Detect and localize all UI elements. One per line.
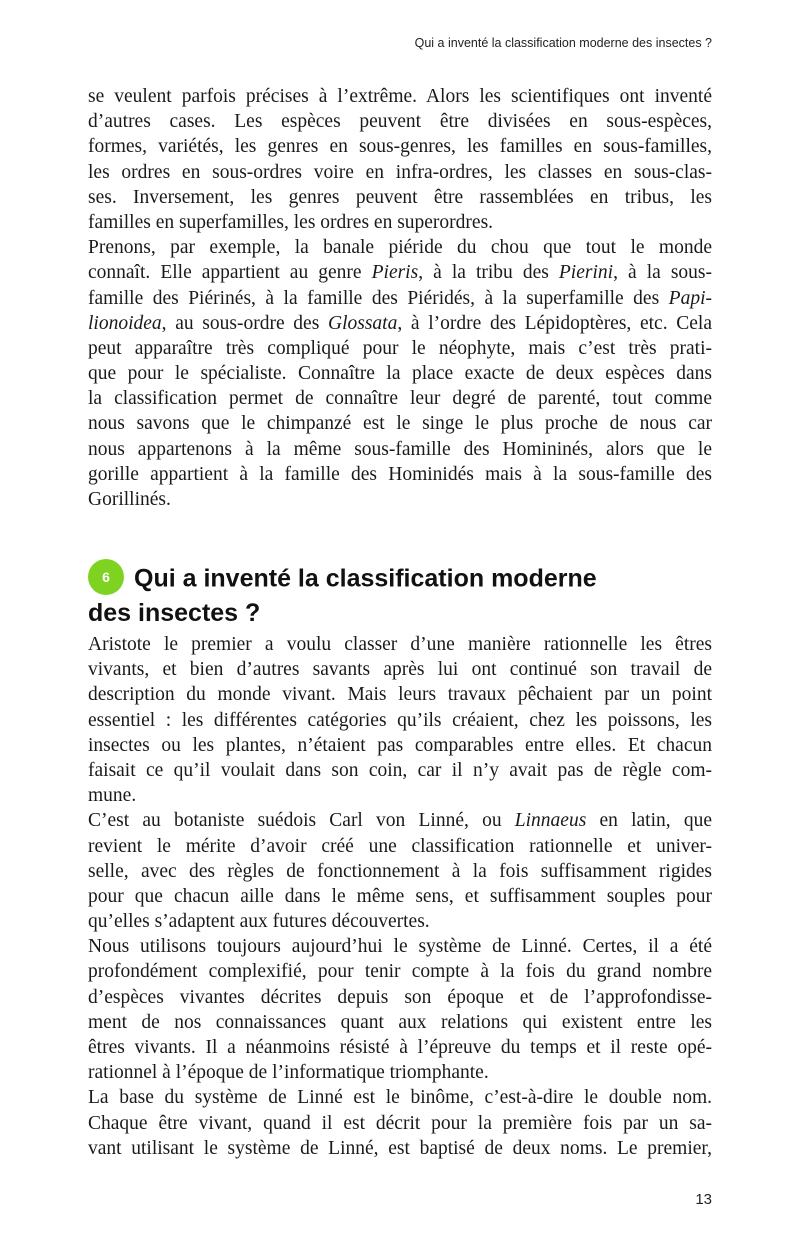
body-text-section: [88, 632, 712, 1161]
text-segment: , à l’ordre des Lépidoptères, etc. Cela: [397, 312, 712, 334]
text-segment: C’est au botaniste suédois Carl von Linné, ou: [88, 810, 515, 832]
text-line: [88, 959, 712, 984]
text-line: [88, 934, 712, 959]
text-line: [88, 884, 712, 909]
text-line: [88, 437, 712, 462]
text-line: [88, 1111, 712, 1136]
text-line: [88, 985, 712, 1010]
text-line: [88, 487, 712, 512]
text-segment: pour que chacun aille dans le même sens, et suffisamment souples pour: [88, 885, 712, 907]
section-title-line1: Qui a inventé la classification moderne: [134, 564, 597, 593]
text-line: [88, 783, 712, 808]
text-line: [88, 462, 712, 487]
text-line: [88, 682, 712, 707]
text-segment: essentiel : les différentes catégories qu’ils créaient, chez les poissons, les: [88, 709, 712, 731]
text-line: [88, 160, 712, 185]
text-segment: d’autres cases. Les espèces peuvent être divisées en sous-espèces,: [88, 111, 712, 133]
text-segment: nous savons que le chimpanzé est le singe le plus proche de nous car: [88, 413, 712, 435]
text-segment: profondément complexifié, pour tenir compte à la fois du grand nombre: [88, 961, 712, 983]
text-line: [88, 1035, 712, 1060]
text-segment: les ordres en sous-ordres voire en infra-ordres, les classes en sous-clas-: [88, 161, 712, 183]
text-line: [88, 185, 712, 210]
text-line: [88, 657, 712, 682]
text-segment: que pour le spécialiste. Connaître la place exacte de deux espèces dans: [88, 363, 712, 385]
text-line: [88, 859, 712, 884]
text-segment: la classification permet de connaître leur degré de parenté, tout comme: [88, 388, 712, 410]
text-line: [88, 361, 712, 386]
italic-term: Papi-: [668, 287, 712, 309]
text-line: [88, 210, 712, 235]
text-segment: , au sous-ordre des: [161, 312, 328, 334]
text-segment: peut apparaître très compliqué pour le néophyte, mais c’est très prati-: [88, 337, 712, 359]
text-segment: gorille appartient à la famille des Hominidés mais à la sous-famille des: [88, 463, 712, 485]
text-segment: se veulent parfois précises à l’extrême. Alors les scientifiques ont inventé: [88, 86, 712, 107]
text-segment: insectes ou les plantes, n’étaient pas comparables entre elles. Et chacun: [88, 734, 712, 756]
text-segment: en latin, que: [586, 810, 712, 832]
text-line: [88, 336, 712, 361]
text-segment: , à la tribu des: [418, 262, 559, 284]
page-number: 13: [695, 1191, 712, 1208]
text-segment: Aristote le premier a voulu classer d’une manière rationnelle les êtres: [88, 634, 712, 655]
section-heading: [88, 562, 597, 629]
text-segment: Gorillinés.: [88, 489, 171, 510]
text-line: [88, 109, 712, 134]
text-segment: ses. Inversement, les genres peuvent être rassemblées en tribus, les: [88, 186, 712, 208]
text-line: [88, 1085, 712, 1110]
section-number-badge: 6: [88, 559, 124, 595]
italic-term: lionoidea: [88, 312, 162, 334]
body-text-top: [88, 84, 712, 512]
text-segment: connaît. Elle appartient au genre: [88, 262, 372, 284]
text-segment: vant utilisant le système de Linné, est baptisé de deux noms. Le premier,: [88, 1137, 712, 1159]
text-segment: description du monde vivant. Mais leurs travaux pêchaient par un point: [88, 684, 712, 706]
italic-term: Pierini: [558, 262, 614, 284]
text-line: [88, 1010, 712, 1035]
text-segment: ment de nos connaissances quant aux relations qui existent entre les: [88, 1011, 712, 1033]
text-segment: formes, variétés, les genres en sous-genres, les familles en sous-familles,: [88, 136, 712, 158]
text-segment: mune.: [88, 785, 137, 807]
text-segment: selle, avec des règles de fonctionnement à la fois suffisamment rigides: [88, 860, 712, 882]
text-segment: êtres vivants. Il a néanmoins résisté à l’épreuve du temps et il reste opé-: [88, 1037, 712, 1058]
text-segment: revient le mérite d’avoir créé une classification rationnelle et univer-: [88, 835, 712, 857]
text-segment: d’espèces vivantes décrites depuis son époque et de l’approfondisse-: [88, 986, 712, 1008]
text-segment: rationnel à l’époque de l’informatique triomphante.: [88, 1062, 489, 1084]
text-segment: vivants, et bien d’autres savants après lui ont continué son travail de: [88, 659, 712, 681]
text-line: [88, 411, 712, 436]
text-line: [88, 758, 712, 783]
text-line: [88, 84, 712, 109]
section-title-line2: des insectes ?: [88, 599, 261, 627]
text-segment: faisait ce qu’il voulait dans son coin, car il n’y avait pas de règle com-: [88, 759, 712, 781]
text-line: [88, 386, 712, 411]
text-segment: La base du système de Linné est le binôme, c’est-à-dire le double nom.: [88, 1087, 712, 1109]
text-segment: famille des Piérinés, à la famille des Piéridés, à la superfamille des: [88, 287, 669, 309]
text-line: [88, 708, 712, 733]
text-line: [88, 909, 712, 934]
italic-term: Pieris: [371, 262, 419, 284]
text-line: [88, 235, 712, 260]
text-segment: Nous utilisons toujours aujourd’hui le système de Linné. Certes, il a été: [88, 936, 712, 958]
text-segment: qu’elles s’adaptent aux futures découvertes.: [88, 911, 430, 933]
text-line: [88, 260, 712, 285]
italic-term: Linnaeus: [514, 810, 587, 832]
text-line: [88, 632, 712, 657]
text-line: [88, 311, 712, 336]
text-segment: Chaque être vivant, quand il est décrit pour la première fois par un sa-: [88, 1112, 712, 1134]
text-segment: Prenons, par exemple, la banale piéride du chou que tout le monde: [88, 237, 712, 259]
text-line: [88, 1060, 712, 1085]
text-line: [88, 286, 712, 311]
text-segment: , à la sous-: [613, 262, 712, 284]
text-segment: familles en superfamilles, les ordres en superordres.: [88, 211, 494, 233]
text-line: [88, 1136, 712, 1161]
text-line: [88, 733, 712, 758]
text-line: [88, 834, 712, 859]
italic-term: Glossata: [327, 312, 398, 334]
text-segment: nous appartenons à la même sous-famille des Homininés, alors que le: [88, 438, 712, 460]
text-line: [88, 134, 712, 159]
running-header: Qui a inventé la classification moderne des insectes ?: [414, 36, 712, 50]
text-line: [88, 808, 712, 833]
